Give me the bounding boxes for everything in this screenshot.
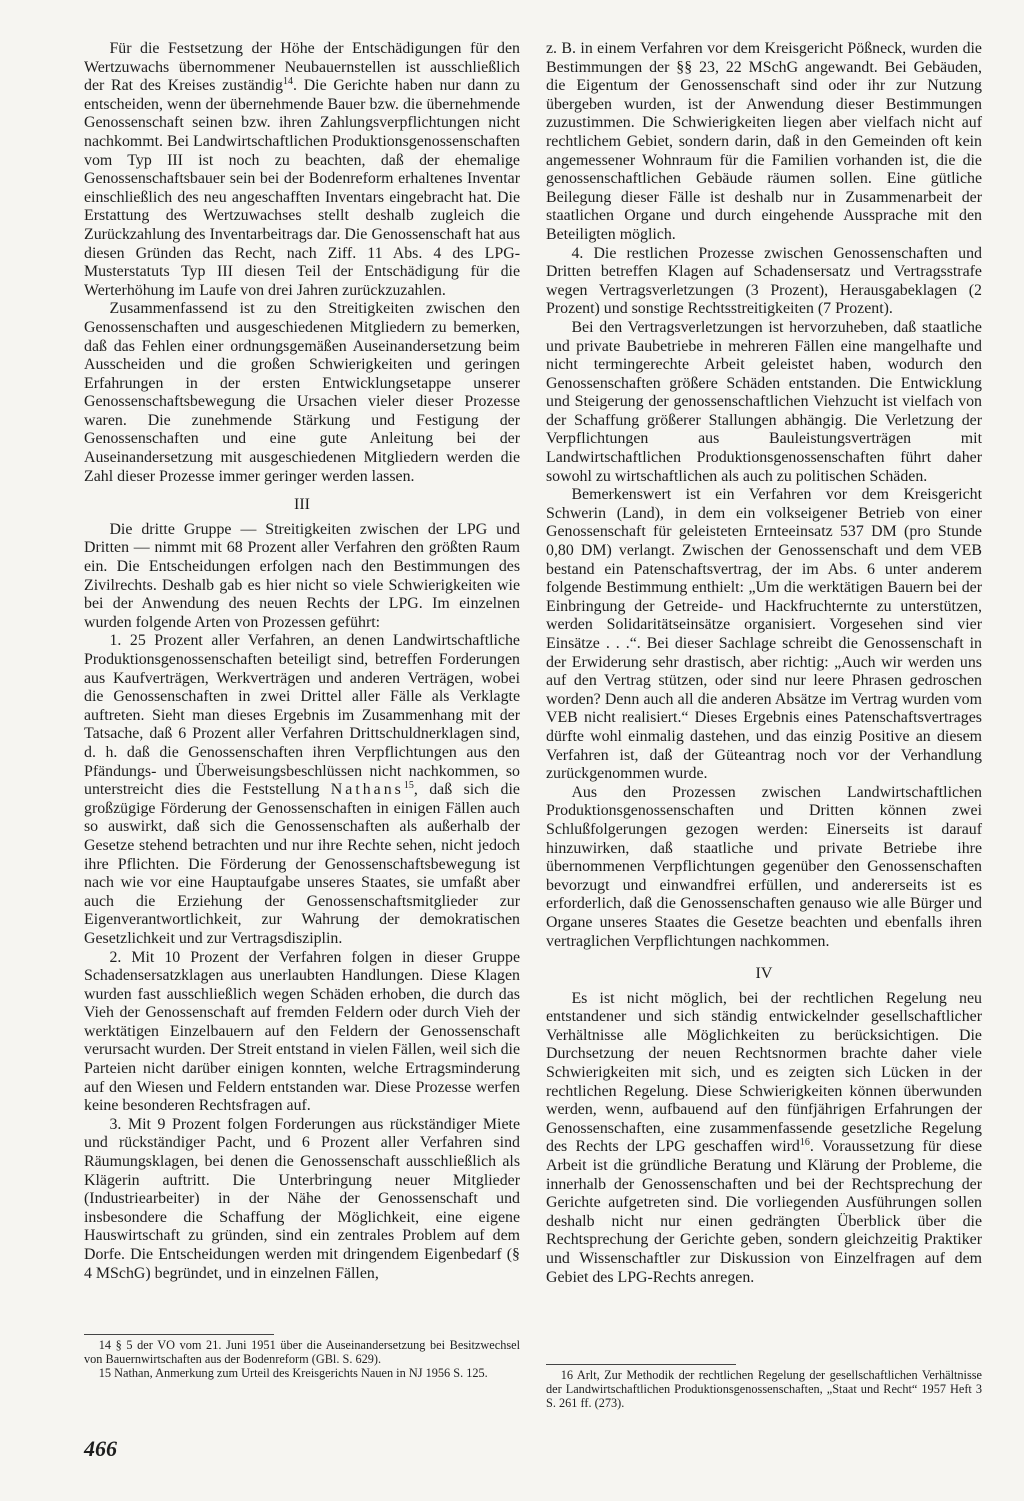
text: 1. 25 Prozent aller Verfahren, an denen Landwirtschaftliche Produktionsgenossenschaften beteiligt sind, betreffen Forderungen aus Kaufverträgen, Werkverträgen und anderen Verträgen, wobei die Genossenschaften in zwei Drittel aller Fälle als Verklagte auftreten. Sieht man dieses Ergebnis im Zusammenhang mit der Tatsache, daß 6 Prozent aller Verfahren Drittschuldnerklagen sind, d. h. daß die Genossenschaften ihren Verpflichtungen aus den Pfändungs- und Überweisungsbeschlüssen nicht nachkommen, so unterstreicht dies die Feststellung (84, 632, 520, 799)
author-name: Nathans (330, 781, 404, 799)
footnote-ref: 14 (283, 76, 293, 88)
paragraph: z. B. in einem Verfahren vor dem Kreisgericht Pößneck, wurden die Bestimmungen der §§ 23, 22 MSchG angewandt. Bei Gebäuden, die Eigentum der Genossenschaft sind oder ihr zur Nutzung übergeben wurden, ist der Anwendung dieser Bestimmungen zuzustimmen. Die Schwierigkeiten liegen aber vielfach nicht auf rechtlichem Gebiet, sondern darin, daß in den Gemeinden oft kein angemessener Wohnraum für die Familien vorhanden ist, die die genossenschaftlichen Gebäude räumen sollen. Eine gütliche Beilegung dieser Fälle ist deshalb nur in Zusammenarbeit der staatlichen Organe und durch eingehende Aussprache mit den Beteiligten möglich. (546, 40, 982, 243)
section-heading-iv: IV (755, 965, 773, 983)
paragraph: Zusammenfassend ist zu den Streitigkeiten zwischen den Genossenschaften und ausgeschiedenen Mitgliedern zu bemerken, daß das Fehlen einer ordnungsgemäßen Auseinandersetzung beim Ausscheiden und die großen Schwierigkeiten und geringen Erfahrungen in der ersten Entwicklungsetappe unserer Genossenschaftsbewegung die Ursachen vieler dieser Prozesse waren. Die zunehmende Stärkung und Festigung der Genossenschaften und eine gute Anleitung bei der Auseinandersetzung mit ausgeschiedenen Mitgliedern werden die Zahl dieser Prozesse immer geringer werden lassen. (84, 300, 520, 485)
footnote-16: 16 Arlt, Zur Methodik der rechtlichen Regelung der gesellschaftlichen Verhältnisse der Landwirtschaftlichen Produktionsgenossenschaften, „Staat und Recht“ 1957 Heft 3 S. 261 ff. (273). (546, 1368, 982, 1410)
footnote-divider (546, 1364, 736, 1365)
footnote-divider (84, 1334, 274, 1335)
paragraph: Bei den Vertragsverletzungen ist hervorzuheben, daß staatliche und private Baubetriebe in mehreren Fällen eine mangelhafte und nicht termingerechte Arbeit geleistet haben, wodurch den Genossenschaften größere Schäden entstanden. Die Entwicklung und Steigerung der genossenschaftlichen Viehzucht ist vielfach von der Schaffung größerer Stallungen abhängig. Die Verletzung der Verpflichtungen aus Bauleistungsverträgen mit Landwirtschaftlichen Produktionsgenossenschaften führt daher sowohl zu wirtschaftlichen als auch zu politischen Schäden. (546, 318, 982, 485)
footnote-15: 15 Nathan, Anmerkung zum Urteil des Kreisgerichts Nauen in NJ 1956 S. 125. (98, 1366, 488, 1380)
paragraph: 3. Mit 9 Prozent folgen Forderungen aus rückständiger Miete und rückständiger Pacht, und 6 Prozent aller Verfahren sind Räumungsklagen, bei denen die Genossenschaft ausschließlich als Klägerin auftritt. Die Unterbringung neuer Mitglieder (Industriearbeiter) in der Nähe der Genossenschaft und insbesondere die Schaffung der Möglichkeit, eine eigene Hauswirtschaft zu gründen, sind ein zentrales Problem auf dem Dorfe. Die Entscheidungen werden mit dringendem Eigenbedarf (§ 4 MSchG) begründet, und in einzelnen Fällen, (84, 1115, 520, 1282)
paragraph: Bemerkenswert ist ein Verfahren vor dem Kreisgericht Schwerin (Land), in dem ein volkseigener Betrieb von einer Genossenschaft für geleisteten Ernteeinsatz 537 DM (pro Stunde 0,80 DM) verlangt. Zwischen der Genossenschaft und dem VEB bestand ein Patenschaftsvertrag, der im Abs. 6 unter anderem folgende Bestimmung enthielt: „Um die werktätigen Bauern bei der Einbringung der Getreide- und Hackfruchternte zu unterstützen, werden Solidaritätseinsätze organisiert. Vorgesehen sind vier Einsätze . . .“. Bei dieser Sachlage schreibt die Genossenschaft in der Erwiderung sehr drastisch, aber richtig: „Auch wir werden uns auf den Vertrag stützen, oder sind nur leere Phrasen gedroschen worden? Denn auch all die anderen Absätze im Vertrag wurden vom VEB nicht realisiert.“ Dieses Ergebnis eines Patenschaftsvertrages dürfte wohl einmalig dastehen, und das einzig Positive an diesem Verfahren ist, daß der Güteantrag noch vor der Verhandlung zurückgenommen wurde. (546, 486, 982, 783)
footnote-ref: 16 (799, 1137, 810, 1149)
paragraph: 4. Die restlichen Prozesse zwischen Genossenschaften und Dritten betreffen Klagen auf Schadensersatz und Vertragsstrafe wegen Vertragsverletzungen (3 Prozent), Herausgabeklagen (2 Prozent) und sonstige Rechtsstreitigkeiten (7 Prozent). (546, 244, 982, 318)
paragraph: Aus den Prozessen zwischen Landwirtschaftlichen Produktionsgenossenschaften und Dritten können zwei Schlußfolgerungen gezogen werden: Einerseits ist darauf hinzuwirken, daß staatliche und private Betriebe ihre übernommenen Verpflichtungen gegenüber den Genossenschaften bevorzugt und einwandfrei erfüllen, und andererseits ist es erforderlich, daß die Genossenschaften genauso wie alle Bürger und Organe unseres Staates die Gesetze beachten und ebenfalls ihren vertraglichen Verpflichtungen nachkommen. (546, 783, 982, 950)
paragraph (546, 990, 982, 1288)
right-column (546, 40, 982, 1287)
text: , daß sich die großzügige Förderung der Genossenschaften in einigen Fällen auch so auswirkt, daß sich die Genossenschaften als außerhalb der Gesetze stehend betrachten und nur ihre Rechte sehen, nicht jedoch ihre Pflichten. Die Förderung der Genossenschaftsbewegung ist nach wie vor eine Hauptaufgabe unseres Staates, sie umfaßt aber auch die Erziehung der Genossenschaftsmitglieder zur Eigenverantwortlichkeit, zur Wahrung der demokratischen Gesetzlichkeit und zur Vertragsdisziplin. (84, 781, 520, 947)
section-heading-iii: III (294, 496, 310, 514)
footnotes-left (84, 1330, 520, 1380)
footnote-ref: 15 (403, 780, 414, 792)
paragraph: Die dritte Gruppe — Streitigkeiten zwischen der LPG und Dritten — nimmt mit 68 Prozent aller Verfahren den größten Raum ein. Die Entscheidungen erfolgen nach den Bestimmungen des Zivilrechts. Deshalb gab es hier nicht so viele Schwierigkeiten wie bei der Anwendung des neuen Rechts der LPG. Im einzelnen wurden folgende Arten von Prozessen geführt: (84, 520, 520, 631)
text: Es ist nicht möglich, bei der rechtlichen Regelung neu entstandener und sich ständig entwickelnder gesellschaftlicher Verhältnisse alle Möglichkeiten zu berücksichtigen. Die Durchsetzung der neuen Rechtsnormen brachte daher viele Schwierigkeiten mit sich, und es zeigten sich Lücken in der rechtlichen Regelung. Diese Schwierigkeiten können überwunden werden, wenn, aufbauend auf den fünfjährigen Erfahrungen der Genossenschaften, eine zusammenfassende gesetzliche Regelung des Rechts der LPG geschaffen wird (546, 989, 982, 1156)
paragraph (84, 632, 520, 948)
footnotes-right (546, 1360, 982, 1410)
text: . Voraussetzung für diese Arbeit ist die gründliche Beratung und Klärung der Probleme, die innerhalb der Genossenschaften und bei der Rechtsprechung der Gerichte aufgetreten sind. Die vorliegenden Ausführungen sollen deshalb nicht nur einen gedrängten Überblick über die Rechtsprechung der Gerichte geben, sondern gleichzeitig Praktiker und Wissenschaftler zur Diskussion von Einzelfragen auf dem Gebiet des LPG-Rechts anregen. (546, 1138, 983, 1286)
paragraph (84, 40, 520, 300)
left-column (84, 40, 520, 1283)
text: Für die Festsetzung der Höhe der Entschädigungen für den Wertzuwachs übernommener Neubauernstellen ist ausschließlich der Rat des Kreises zuständig (84, 40, 520, 95)
footnote-14: 14 § 5 der VO vom 21. Juni 1951 über die Auseinandersetzung bei Besitzwechsel von Bauernwirtschaften aus der Bodenreform (GBl. S. 629). (84, 1338, 520, 1366)
text: . Die Gerichte haben nur dann zu entscheiden, wenn der übernehmende Bauer bzw. die übernehmende Genossenschaft seinen bzw. ihren Zahlungsverpflichtungen nicht nachkommt. Bei Landwirtschaftlichen Produktionsgenossenschaften vom Typ III ist noch zu beachten, daß der ehemalige Genossenschaftsbauer sein bei der Bodenreform erhaltenes Inventar einschließlich des neu angeschafften Inventars eingebracht hat. Die Erstattung des Wertzuwachses stellt deshalb zugleich die Zurückzahlung des Inventarbeitrags dar. Die Genossenschaft hat aus diesen Gründen das Recht, nach Ziff. 11 Abs. 4 des LPG-Musterstatuts Typ III diesen Teil der Entschädigung für die Werterhöhung im Laufe von drei Jahren zurückzuzahlen. (84, 77, 521, 299)
paragraph: 2. Mit 10 Prozent der Verfahren folgen in dieser Gruppe Schadensersatzklagen aus unerlaubten Handlungen. Diese Klagen wurden fast ausschließlich wegen Schäden erhoben, die durch das Vieh der Genossenschaft auf fremden Feldern oder durch Vieh der werktätigen Einzelbauern auf den Feldern der Genossenschaft verursacht wurden. Der Streit entstand in vielen Fällen, weil sich die Parteien nicht darüber einigen konnten, welche Ertragsminderung auf den Wiesen und Feldern entstanden war. Diese Prozesse werfen keine besonderen Rechtsfragen auf. (84, 948, 520, 1115)
page-number: 466 (84, 1436, 117, 1461)
